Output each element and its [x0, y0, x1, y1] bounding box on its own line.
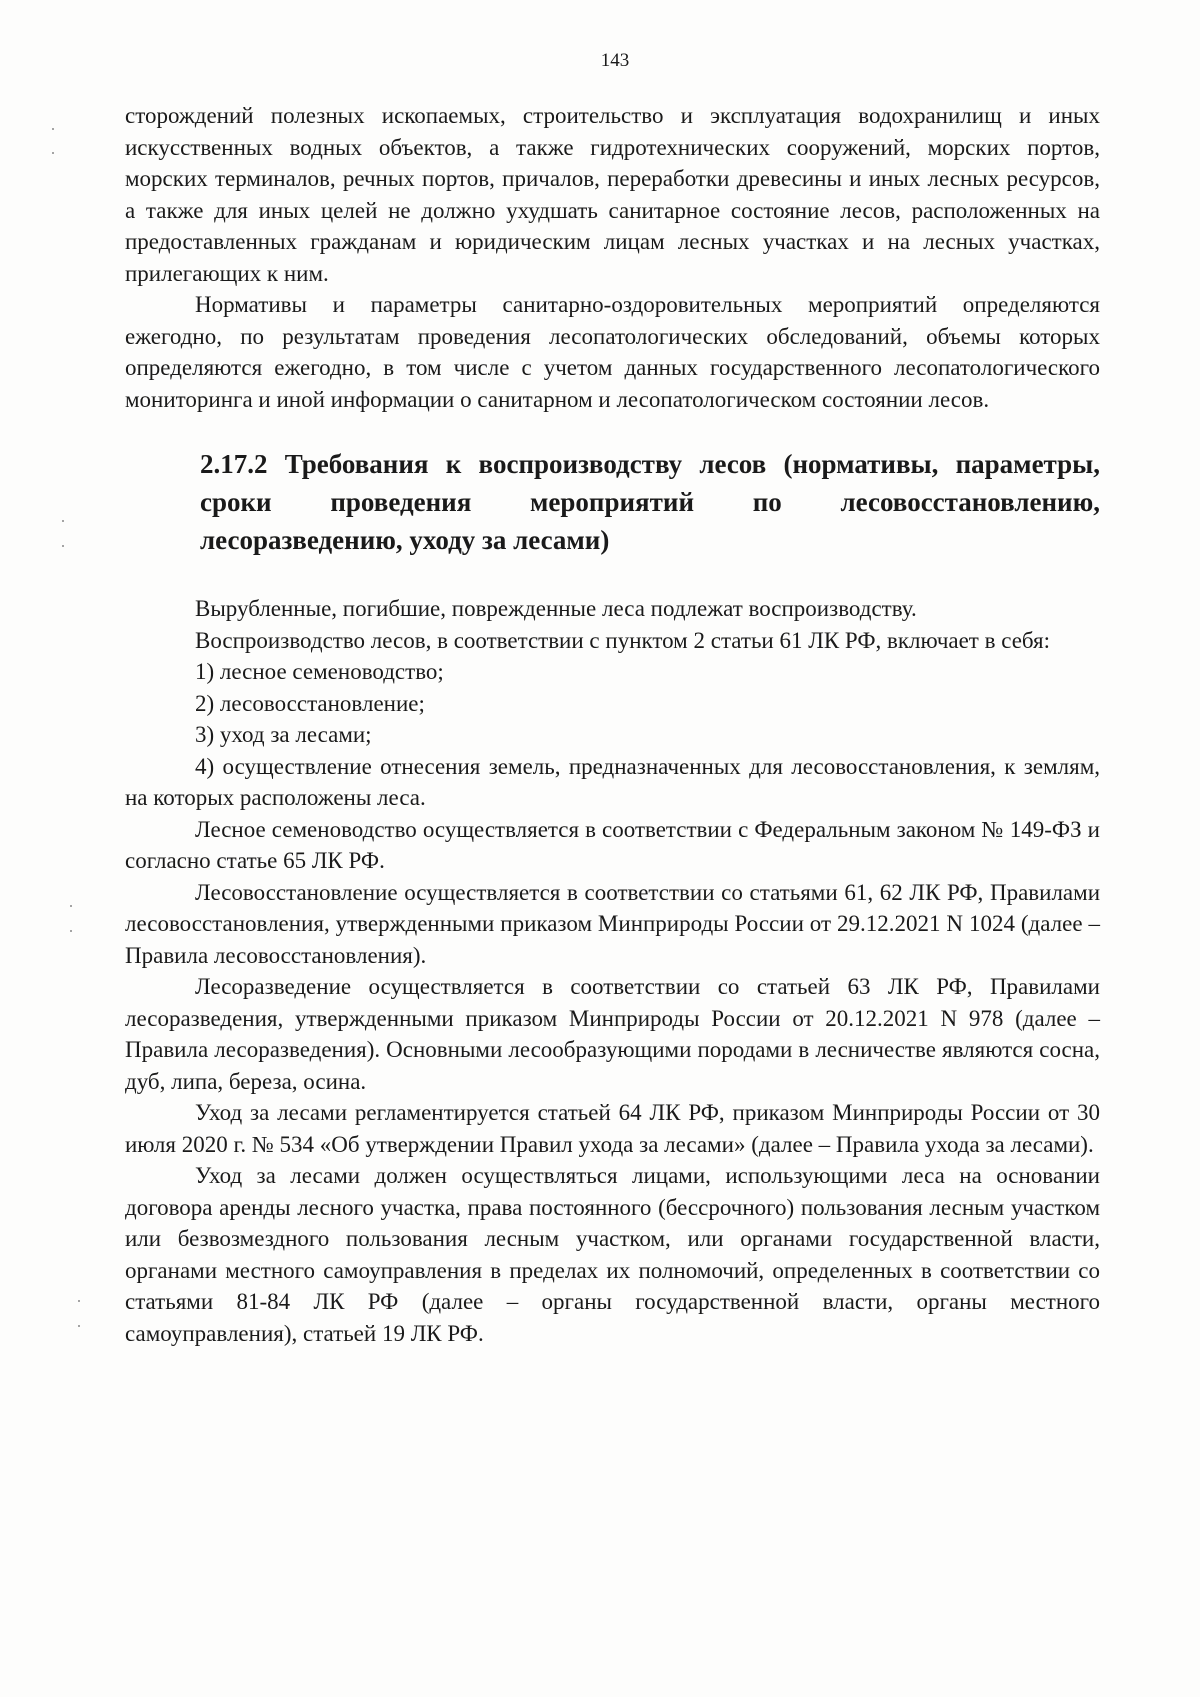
paragraph: Вырубленные, погибшие, поврежденные леса подлежат воспроизводству. [195, 596, 917, 621]
paragraph: Нормативы и параметры санитарно-оздоровительных мероприятий определяются ежегодно, по результатам проведения лесопатологических обследований, объемы которых определяются ежегодно, в том числе с учетом данных государственного лесопатологического мониторинга и иной информации о санитарном и лесопатологическом состоянии лесов. [125, 292, 1100, 412]
scan-speck [70, 930, 72, 932]
scan-speck [78, 1325, 80, 1327]
scan-speck [62, 545, 64, 547]
paragraph: сторождений полезных ископаемых, строительство и эксплуатация водохранилищ и иных искусственных водных объектов, а также гидротехнических сооружений, морских портов, морских терминалов, речных портов, причалов, переработки древесины и иных лесных ресурсов, а также для иных целей не должно ухудшать санитарное состояние лесов, расположенных на предоставленных гражданам и юридическим лицам лесных участках и на лесных участках, прилегающих к ним. [125, 103, 1100, 286]
scan-speck [62, 520, 64, 522]
scan-speck [70, 905, 72, 907]
scan-speck [52, 152, 54, 154]
document-body [125, 100, 1100, 1349]
paragraph: Уход за лесами регламентируется статьей 64 ЛК РФ, приказом Минприроды России от 30 июля 2020 г. № 534 «Об утверждении Правил ухода за лесами» (далее – Правила ухода за лесами). [125, 1100, 1100, 1157]
list-item: 3) уход за лесами; [195, 722, 372, 747]
list-item: 4) осуществление отнесения земель, предназначенных для лесовосстановления, к землям, на которых расположены леса. [125, 753, 1100, 810]
paragraph: Воспроизводство лесов, в соответствии с пунктом 2 статьи 61 ЛК РФ, включает в себя: [195, 627, 1051, 653]
list-item: 2) лесовосстановление; [195, 690, 425, 716]
paragraph: Лесоразведение осуществляется в соответствии со статьей 63 ЛК РФ, Правилами лесоразведения, утвержденными приказом Минприроды России от 20.12.2021 N 978 (далее – Правила лесоразведения). Основными лесообразующими породами в лесничестве являются сосна, дуб, липа, береза, осина. [125, 974, 1100, 1094]
scan-speck [52, 128, 54, 130]
scan-speck [78, 1300, 80, 1302]
list-item: 1) лесное семеноводство; [195, 659, 444, 684]
page-number: 143 [600, 50, 630, 71]
paragraph: Уход за лесами должен осуществляться лицами, использующими леса на основании договора аренды лесного участка, права постоянного (бессрочного) пользования лесным участком или безвозмездного пользования лесным участком, или органами государственной власти, органами местного самоуправления в пределах их полномочий, определенных в соответствии со статьями 81-84 ЛК РФ (далее – органы государственной власти, органы местного самоуправления), статьей 19 ЛК РФ. [125, 1163, 1100, 1346]
section-heading: 2.17.2 Требования к воспроизводству лесов (нормативы, параметры, сроки проведения мероприятий по лесовосстановлению, лесоразведению, уходу за лесами) [200, 449, 1100, 555]
paragraph: Лесовосстановление осуществляется в соответствии со статьями 61, 62 ЛК РФ, Правилами лесовосстановления, утвержденными приказом Минприроды России от 29.12.2021 N 1024 (далее – Правила лесовосстановления). [125, 879, 1100, 968]
paragraph: Лесное семеноводство осуществляется в соответствии с Федеральным законом № 149-ФЗ и согласно статье 65 ЛК РФ. [125, 816, 1100, 873]
